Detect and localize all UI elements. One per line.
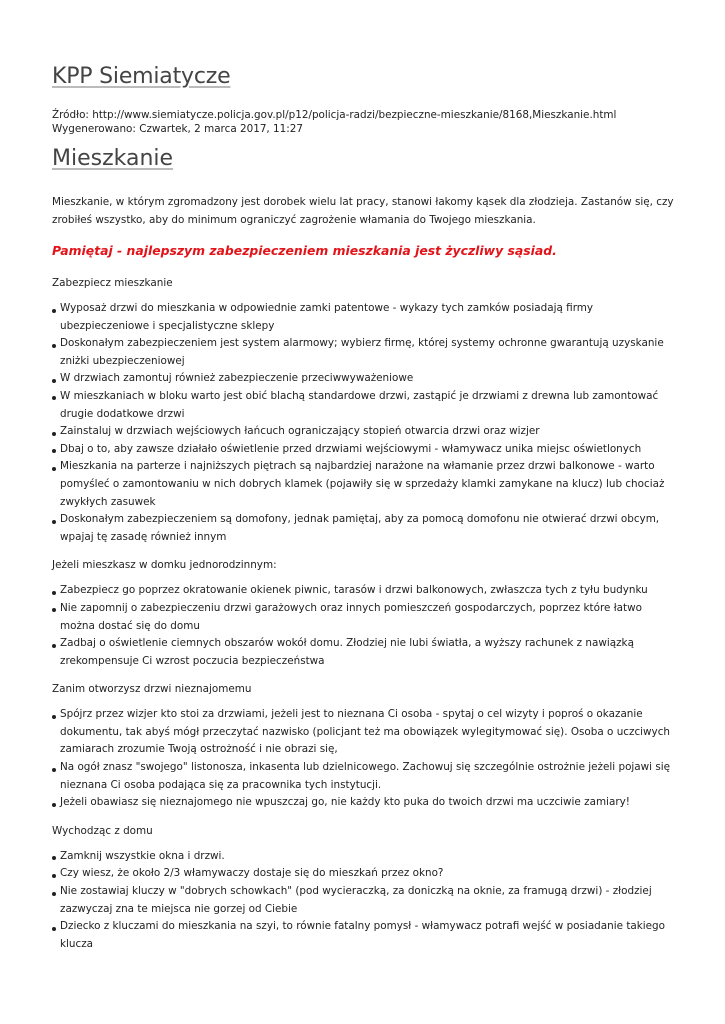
bullet-list [52, 848, 675, 954]
section-heading: Zanim otworzysz drzwi nieznajomemu [52, 683, 252, 696]
list-item: Zainstaluj w drzwiach wejściowych łańcuch ograniczający stopień otwarcia drzwi oraz wizjer [52, 423, 675, 441]
warning-text: Pamiętaj - najlepszym zabezpieczeniem mieszkania jest życzliwy sąsiad. [52, 243, 557, 258]
list-item: Doskonałym zabezpieczeniem jest system alarmowy; wybierz firmę, której systemy ochronne gwarantują uzyskanie zniżki ubezpieczeniowej [52, 335, 675, 370]
list-item: Zadbaj o oświetlenie ciemnych obszarów wokół domu. Złodziej nie lubi światła, a wyższy rachunek z nawiązką zrekompensuje Ci wzrost poczucia bezpieczeństwa [52, 635, 675, 670]
section-stranger [52, 682, 675, 812]
bullet-list [52, 706, 675, 812]
list-item: Wyposaż drzwi do mieszkania w odpowiednie zamki patentowe - wykazy tych zamków posiadają firmy ubezpieczeniowe i specjalistyczne sklepy [52, 300, 675, 335]
list-item: Spójrz przez wizjer kto stoi za drzwiami, jeżeli jest to nieznana Ci osoba - spytaj o cel wizyty i poproś o okazanie dokumentu, tak abyś mógł przeczytać nazwisko (policjant też ma obowiązek wylegitymować się). Osoba o uczciwych zamiarach zrozumie Twoją ostrożność i nie obrazi się, [52, 706, 675, 759]
list-item: Jeżeli obawiasz się nieznajomego nie wpuszczaj go, nie każdy kto puka do twoich drzwi ma uczciwie zamiary! [52, 794, 675, 812]
list-item: Na ogół znasz "swojego" listonosza, inkasenta lub dzielnicowego. Zachowuj się szczególnie ostrożnie jeżeli pojawi się nieznana Ci osoba podająca się za pracownika tych instytucji. [52, 759, 675, 794]
list-item: Doskonałym zabezpieczeniem są domofony, jednak pamiętaj, aby za pomocą domofonu nie otwierać drzwi obcym, wpajaj tę zasadę również innym [52, 511, 675, 546]
section-heading: Wychodząc z domu [52, 824, 153, 837]
section-house [52, 558, 675, 670]
list-item: Czy wiesz, że około 2/3 włamywaczy dostaje się do mieszkań przez okno? [52, 865, 675, 883]
list-item: Nie zostawiaj kluczy w "dobrych schowkach" (pod wycieraczką, za doniczką na oknie, za framugą drzwi) - złodziej zazwyczaj zna te miejsca nie gorzej od Ciebie [52, 883, 675, 918]
section-heading: Zabezpiecz mieszkanie [52, 277, 173, 289]
site-title: KPP Siemiatycze [52, 64, 231, 89]
section-secure-apartment [52, 276, 675, 546]
list-item: Zabezpiecz go poprzez okratowanie okienek piwnic, tarasów i drzwi balkonowych, zwłaszcza tych z tyłu budynku [52, 582, 675, 600]
list-item: Dbaj o to, aby zawsze działało oświetlenie przed drzwiami wejściowymi - włamywacz unika miejsc oświetlonych [52, 441, 675, 459]
list-item: W drzwiach zamontuj również zabezpieczenie przeciwwyważeniowe [52, 370, 675, 388]
list-item: Zamknij wszystkie okna i drzwi. [52, 848, 675, 866]
article-title: Mieszkanie [52, 146, 174, 171]
bullet-list [52, 300, 675, 546]
list-item: W mieszkaniach w bloku warto jest obić blachą standardowe drzwi, zastąpić je drzwiami z drewna lub zamontować drugie dodatkowe drzwi [52, 388, 675, 423]
source-line: Źródło: http://www.siemiatycze.policja.gov.pl/p12/policja-radzi/bezpieczne-mieszkanie/8168,Mieszkanie.html [52, 109, 617, 121]
intro-paragraph: Mieszkanie, w którym zgromadzony jest dorobek wielu lat pracy, stanowi łakomy kąsek dla złodzieja. Zastanów się, czy zrobiłeś wszystko, aby do minimum ograniczyć zagrożenie włamania do Twojego mieszkania. [52, 196, 674, 226]
list-item: Nie zapomnij o zabezpieczeniu drzwi garażowych oraz innych pomieszczeń gospodarczych, poprzez które łatwo można dostać się do domu [52, 600, 675, 635]
list-item: Mieszkania na parterze i najniższych piętrach są najbardziej narażone na włamanie przez drzwi balkonowe - warto pomyśleć o zamontowaniu w nich dobrych klamek (pojawiły się w sprzedaży klamki zamykane na klucz) lub chociaż zwykłych zasuwek [52, 458, 675, 511]
list-item: Dziecko z kluczami do mieszkania na szyi, to równie fatalny pomysł - włamywacz potrafi wejść w posiadanie takiego klucza [52, 918, 675, 953]
generated-line: Wygenerowano: Czwartek, 2 marca 2017, 11:27 [52, 123, 303, 135]
bullet-list [52, 582, 675, 670]
section-heading: Jeżeli mieszkasz w domku jednorodzinnym: [52, 559, 277, 572]
section-leaving-home [52, 824, 675, 954]
